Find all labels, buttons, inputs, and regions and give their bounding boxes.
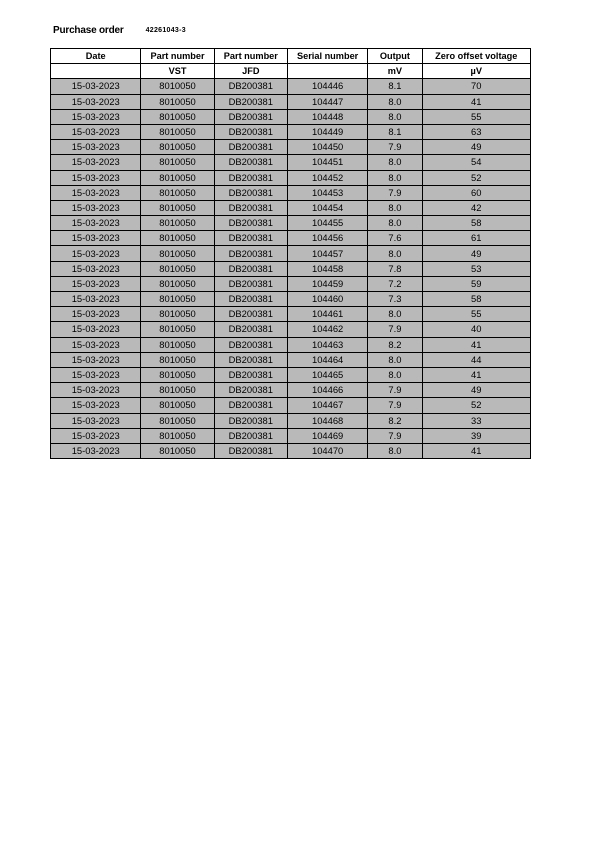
serial-number-cell: 104450 <box>287 140 367 155</box>
part-number-jfd-cell: DB200381 <box>214 170 287 185</box>
zero-offset-cell: 53 <box>422 261 530 276</box>
zero-offset-cell: 40 <box>422 322 530 337</box>
date-cell: 15-03-2023 <box>51 413 141 428</box>
output-cell: 7.9 <box>368 185 422 200</box>
output-cell: 7.8 <box>368 261 422 276</box>
serial-number-cell: 104465 <box>287 367 367 382</box>
part-number-vst-cell: 8010050 <box>141 246 214 261</box>
part-number-vst-cell: 8010050 <box>141 185 214 200</box>
output-cell: 8.0 <box>368 155 422 170</box>
table-row <box>51 155 531 170</box>
part-number-vst-cell: 8010050 <box>141 292 214 307</box>
zero-offset-cell: 49 <box>422 246 530 261</box>
zero-offset-cell: 59 <box>422 276 530 291</box>
table-row <box>51 261 531 276</box>
part-number-jfd-cell: DB200381 <box>214 307 287 322</box>
part-number-vst-cell: 8010050 <box>141 337 214 352</box>
part-number-jfd-cell: DB200381 <box>214 352 287 367</box>
part-number-jfd-cell: DB200381 <box>214 231 287 246</box>
zero-offset-cell: 41 <box>422 94 530 109</box>
serial-number-cell: 104451 <box>287 155 367 170</box>
output-cell: 8.0 <box>368 170 422 185</box>
table-body <box>51 79 531 459</box>
zero-offset-cell: 41 <box>422 443 530 458</box>
date-cell: 15-03-2023 <box>51 443 141 458</box>
part-number-vst-cell: 8010050 <box>141 428 214 443</box>
output-cell: 8.0 <box>368 216 422 231</box>
date-cell: 15-03-2023 <box>51 261 141 276</box>
date-cell: 15-03-2023 <box>51 231 141 246</box>
zero-offset-cell: 60 <box>422 185 530 200</box>
output-cell: 8.0 <box>368 367 422 382</box>
table-row <box>51 170 531 185</box>
date-cell: 15-03-2023 <box>51 337 141 352</box>
date-cell: 15-03-2023 <box>51 428 141 443</box>
part-number-jfd-cell: DB200381 <box>214 124 287 139</box>
subheader-date <box>51 64 141 79</box>
serial-number-cell: 104468 <box>287 413 367 428</box>
date-cell: 15-03-2023 <box>51 94 141 109</box>
zero-offset-cell: 61 <box>422 231 530 246</box>
part-number-vst-cell: 8010050 <box>141 216 214 231</box>
part-number-jfd-cell: DB200381 <box>214 398 287 413</box>
table-row <box>51 307 531 322</box>
table-row <box>51 140 531 155</box>
table-row <box>51 79 531 94</box>
part-number-vst-cell: 8010050 <box>141 413 214 428</box>
date-cell: 15-03-2023 <box>51 383 141 398</box>
part-number-jfd-cell: DB200381 <box>214 185 287 200</box>
purchase-order-number: 42261043-3 <box>145 26 186 34</box>
table-row <box>51 337 531 352</box>
output-cell: 8.2 <box>368 337 422 352</box>
table-row <box>51 185 531 200</box>
column-header-output: Output <box>368 49 422 64</box>
output-cell: 7.9 <box>368 428 422 443</box>
subheader-zero-offset-unit: µV <box>422 64 530 79</box>
output-cell: 7.9 <box>368 140 422 155</box>
table-row <box>51 443 531 458</box>
serial-number-cell: 104453 <box>287 185 367 200</box>
zero-offset-cell: 39 <box>422 428 530 443</box>
column-header-part-number-vst: Part number <box>141 49 214 64</box>
output-cell: 8.0 <box>368 246 422 261</box>
zero-offset-cell: 70 <box>422 79 530 94</box>
part-number-jfd-cell: DB200381 <box>214 276 287 291</box>
subheader-serial <box>287 64 367 79</box>
output-cell: 8.0 <box>368 94 422 109</box>
part-number-vst-cell: 8010050 <box>141 231 214 246</box>
output-cell: 7.9 <box>368 398 422 413</box>
part-number-vst-cell: 8010050 <box>141 398 214 413</box>
output-cell: 7.9 <box>368 383 422 398</box>
table-row <box>51 94 531 109</box>
part-number-vst-cell: 8010050 <box>141 261 214 276</box>
subheader-jfd: JFD <box>214 64 287 79</box>
output-cell: 8.0 <box>368 443 422 458</box>
part-number-jfd-cell: DB200381 <box>214 261 287 276</box>
table-row <box>51 124 531 139</box>
part-number-jfd-cell: DB200381 <box>214 428 287 443</box>
serial-number-cell: 104464 <box>287 352 367 367</box>
table-row <box>51 109 531 124</box>
subheader-output-unit: mV <box>368 64 422 79</box>
part-number-jfd-cell: DB200381 <box>214 216 287 231</box>
part-number-jfd-cell: DB200381 <box>214 155 287 170</box>
part-number-vst-cell: 8010050 <box>141 276 214 291</box>
serial-number-cell: 104455 <box>287 216 367 231</box>
column-header-part-number-jfd: Part number <box>214 49 287 64</box>
part-number-jfd-cell: DB200381 <box>214 292 287 307</box>
date-cell: 15-03-2023 <box>51 398 141 413</box>
part-number-jfd-cell: DB200381 <box>214 413 287 428</box>
zero-offset-cell: 55 <box>422 109 530 124</box>
part-number-jfd-cell: DB200381 <box>214 94 287 109</box>
zero-offset-cell: 58 <box>422 292 530 307</box>
part-number-vst-cell: 8010050 <box>141 94 214 109</box>
measurement-table <box>50 48 531 459</box>
part-number-vst-cell: 8010050 <box>141 170 214 185</box>
date-cell: 15-03-2023 <box>51 185 141 200</box>
date-cell: 15-03-2023 <box>51 276 141 291</box>
part-number-jfd-cell: DB200381 <box>214 367 287 382</box>
table-row <box>51 383 531 398</box>
part-number-jfd-cell: DB200381 <box>214 443 287 458</box>
part-number-vst-cell: 8010050 <box>141 352 214 367</box>
serial-number-cell: 104467 <box>287 398 367 413</box>
output-cell: 7.9 <box>368 322 422 337</box>
part-number-vst-cell: 8010050 <box>141 155 214 170</box>
part-number-vst-cell: 8010050 <box>141 307 214 322</box>
serial-number-cell: 104459 <box>287 276 367 291</box>
date-cell: 15-03-2023 <box>51 170 141 185</box>
column-header-date: Date <box>51 49 141 64</box>
serial-number-cell: 104446 <box>287 79 367 94</box>
output-cell: 8.0 <box>368 307 422 322</box>
purchase-order-header <box>53 23 186 37</box>
part-number-vst-cell: 8010050 <box>141 200 214 215</box>
zero-offset-cell: 41 <box>422 337 530 352</box>
zero-offset-cell: 41 <box>422 367 530 382</box>
date-cell: 15-03-2023 <box>51 246 141 261</box>
zero-offset-cell: 52 <box>422 170 530 185</box>
output-cell: 8.0 <box>368 200 422 215</box>
serial-number-cell: 104447 <box>287 94 367 109</box>
zero-offset-cell: 55 <box>422 307 530 322</box>
column-header-zero-offset-voltage: Zero offset voltage <box>422 49 530 64</box>
date-cell: 15-03-2023 <box>51 79 141 94</box>
output-cell: 7.2 <box>368 276 422 291</box>
table-row <box>51 352 531 367</box>
part-number-jfd-cell: DB200381 <box>214 337 287 352</box>
zero-offset-cell: 63 <box>422 124 530 139</box>
column-header-serial-number: Serial number <box>287 49 367 64</box>
part-number-vst-cell: 8010050 <box>141 367 214 382</box>
table-row <box>51 322 531 337</box>
table-row <box>51 398 531 413</box>
date-cell: 15-03-2023 <box>51 200 141 215</box>
part-number-vst-cell: 8010050 <box>141 109 214 124</box>
serial-number-cell: 104448 <box>287 109 367 124</box>
date-cell: 15-03-2023 <box>51 216 141 231</box>
part-number-jfd-cell: DB200381 <box>214 79 287 94</box>
date-cell: 15-03-2023 <box>51 155 141 170</box>
subheader-row <box>51 64 531 79</box>
serial-number-cell: 104470 <box>287 443 367 458</box>
subheader-vst: VST <box>141 64 214 79</box>
table-row <box>51 413 531 428</box>
part-number-vst-cell: 8010050 <box>141 140 214 155</box>
date-cell: 15-03-2023 <box>51 109 141 124</box>
table-row <box>51 276 531 291</box>
table-row <box>51 428 531 443</box>
table-row <box>51 292 531 307</box>
table-row <box>51 200 531 215</box>
serial-number-cell: 104458 <box>287 261 367 276</box>
date-cell: 15-03-2023 <box>51 124 141 139</box>
part-number-jfd-cell: DB200381 <box>214 200 287 215</box>
serial-number-cell: 104449 <box>287 124 367 139</box>
part-number-jfd-cell: DB200381 <box>214 383 287 398</box>
output-cell: 7.3 <box>368 292 422 307</box>
date-cell: 15-03-2023 <box>51 322 141 337</box>
zero-offset-cell: 49 <box>422 140 530 155</box>
serial-number-cell: 104460 <box>287 292 367 307</box>
output-cell: 8.0 <box>368 352 422 367</box>
date-cell: 15-03-2023 <box>51 292 141 307</box>
output-cell: 8.1 <box>368 124 422 139</box>
part-number-vst-cell: 8010050 <box>141 124 214 139</box>
zero-offset-cell: 42 <box>422 200 530 215</box>
serial-number-cell: 104454 <box>287 200 367 215</box>
zero-offset-cell: 58 <box>422 216 530 231</box>
serial-number-cell: 104466 <box>287 383 367 398</box>
zero-offset-cell: 33 <box>422 413 530 428</box>
part-number-jfd-cell: DB200381 <box>214 140 287 155</box>
part-number-jfd-cell: DB200381 <box>214 322 287 337</box>
purchase-order-label: Purchase order <box>53 24 124 36</box>
output-cell: 8.0 <box>368 109 422 124</box>
zero-offset-cell: 44 <box>422 352 530 367</box>
table-row <box>51 231 531 246</box>
zero-offset-cell: 52 <box>422 398 530 413</box>
zero-offset-cell: 54 <box>422 155 530 170</box>
zero-offset-cell: 49 <box>422 383 530 398</box>
date-cell: 15-03-2023 <box>51 352 141 367</box>
table-row <box>51 216 531 231</box>
serial-number-cell: 104452 <box>287 170 367 185</box>
serial-number-cell: 104463 <box>287 337 367 352</box>
date-cell: 15-03-2023 <box>51 367 141 382</box>
serial-number-cell: 104469 <box>287 428 367 443</box>
part-number-jfd-cell: DB200381 <box>214 246 287 261</box>
serial-number-cell: 104456 <box>287 231 367 246</box>
output-cell: 8.1 <box>368 79 422 94</box>
output-cell: 8.2 <box>368 413 422 428</box>
table-row <box>51 246 531 261</box>
part-number-vst-cell: 8010050 <box>141 79 214 94</box>
output-cell: 7.6 <box>368 231 422 246</box>
part-number-vst-cell: 8010050 <box>141 383 214 398</box>
serial-number-cell: 104462 <box>287 322 367 337</box>
date-cell: 15-03-2023 <box>51 307 141 322</box>
date-cell: 15-03-2023 <box>51 140 141 155</box>
header-row <box>51 49 531 64</box>
table-row <box>51 367 531 382</box>
serial-number-cell: 104457 <box>287 246 367 261</box>
serial-number-cell: 104461 <box>287 307 367 322</box>
part-number-vst-cell: 8010050 <box>141 443 214 458</box>
part-number-jfd-cell: DB200381 <box>214 109 287 124</box>
part-number-vst-cell: 8010050 <box>141 322 214 337</box>
